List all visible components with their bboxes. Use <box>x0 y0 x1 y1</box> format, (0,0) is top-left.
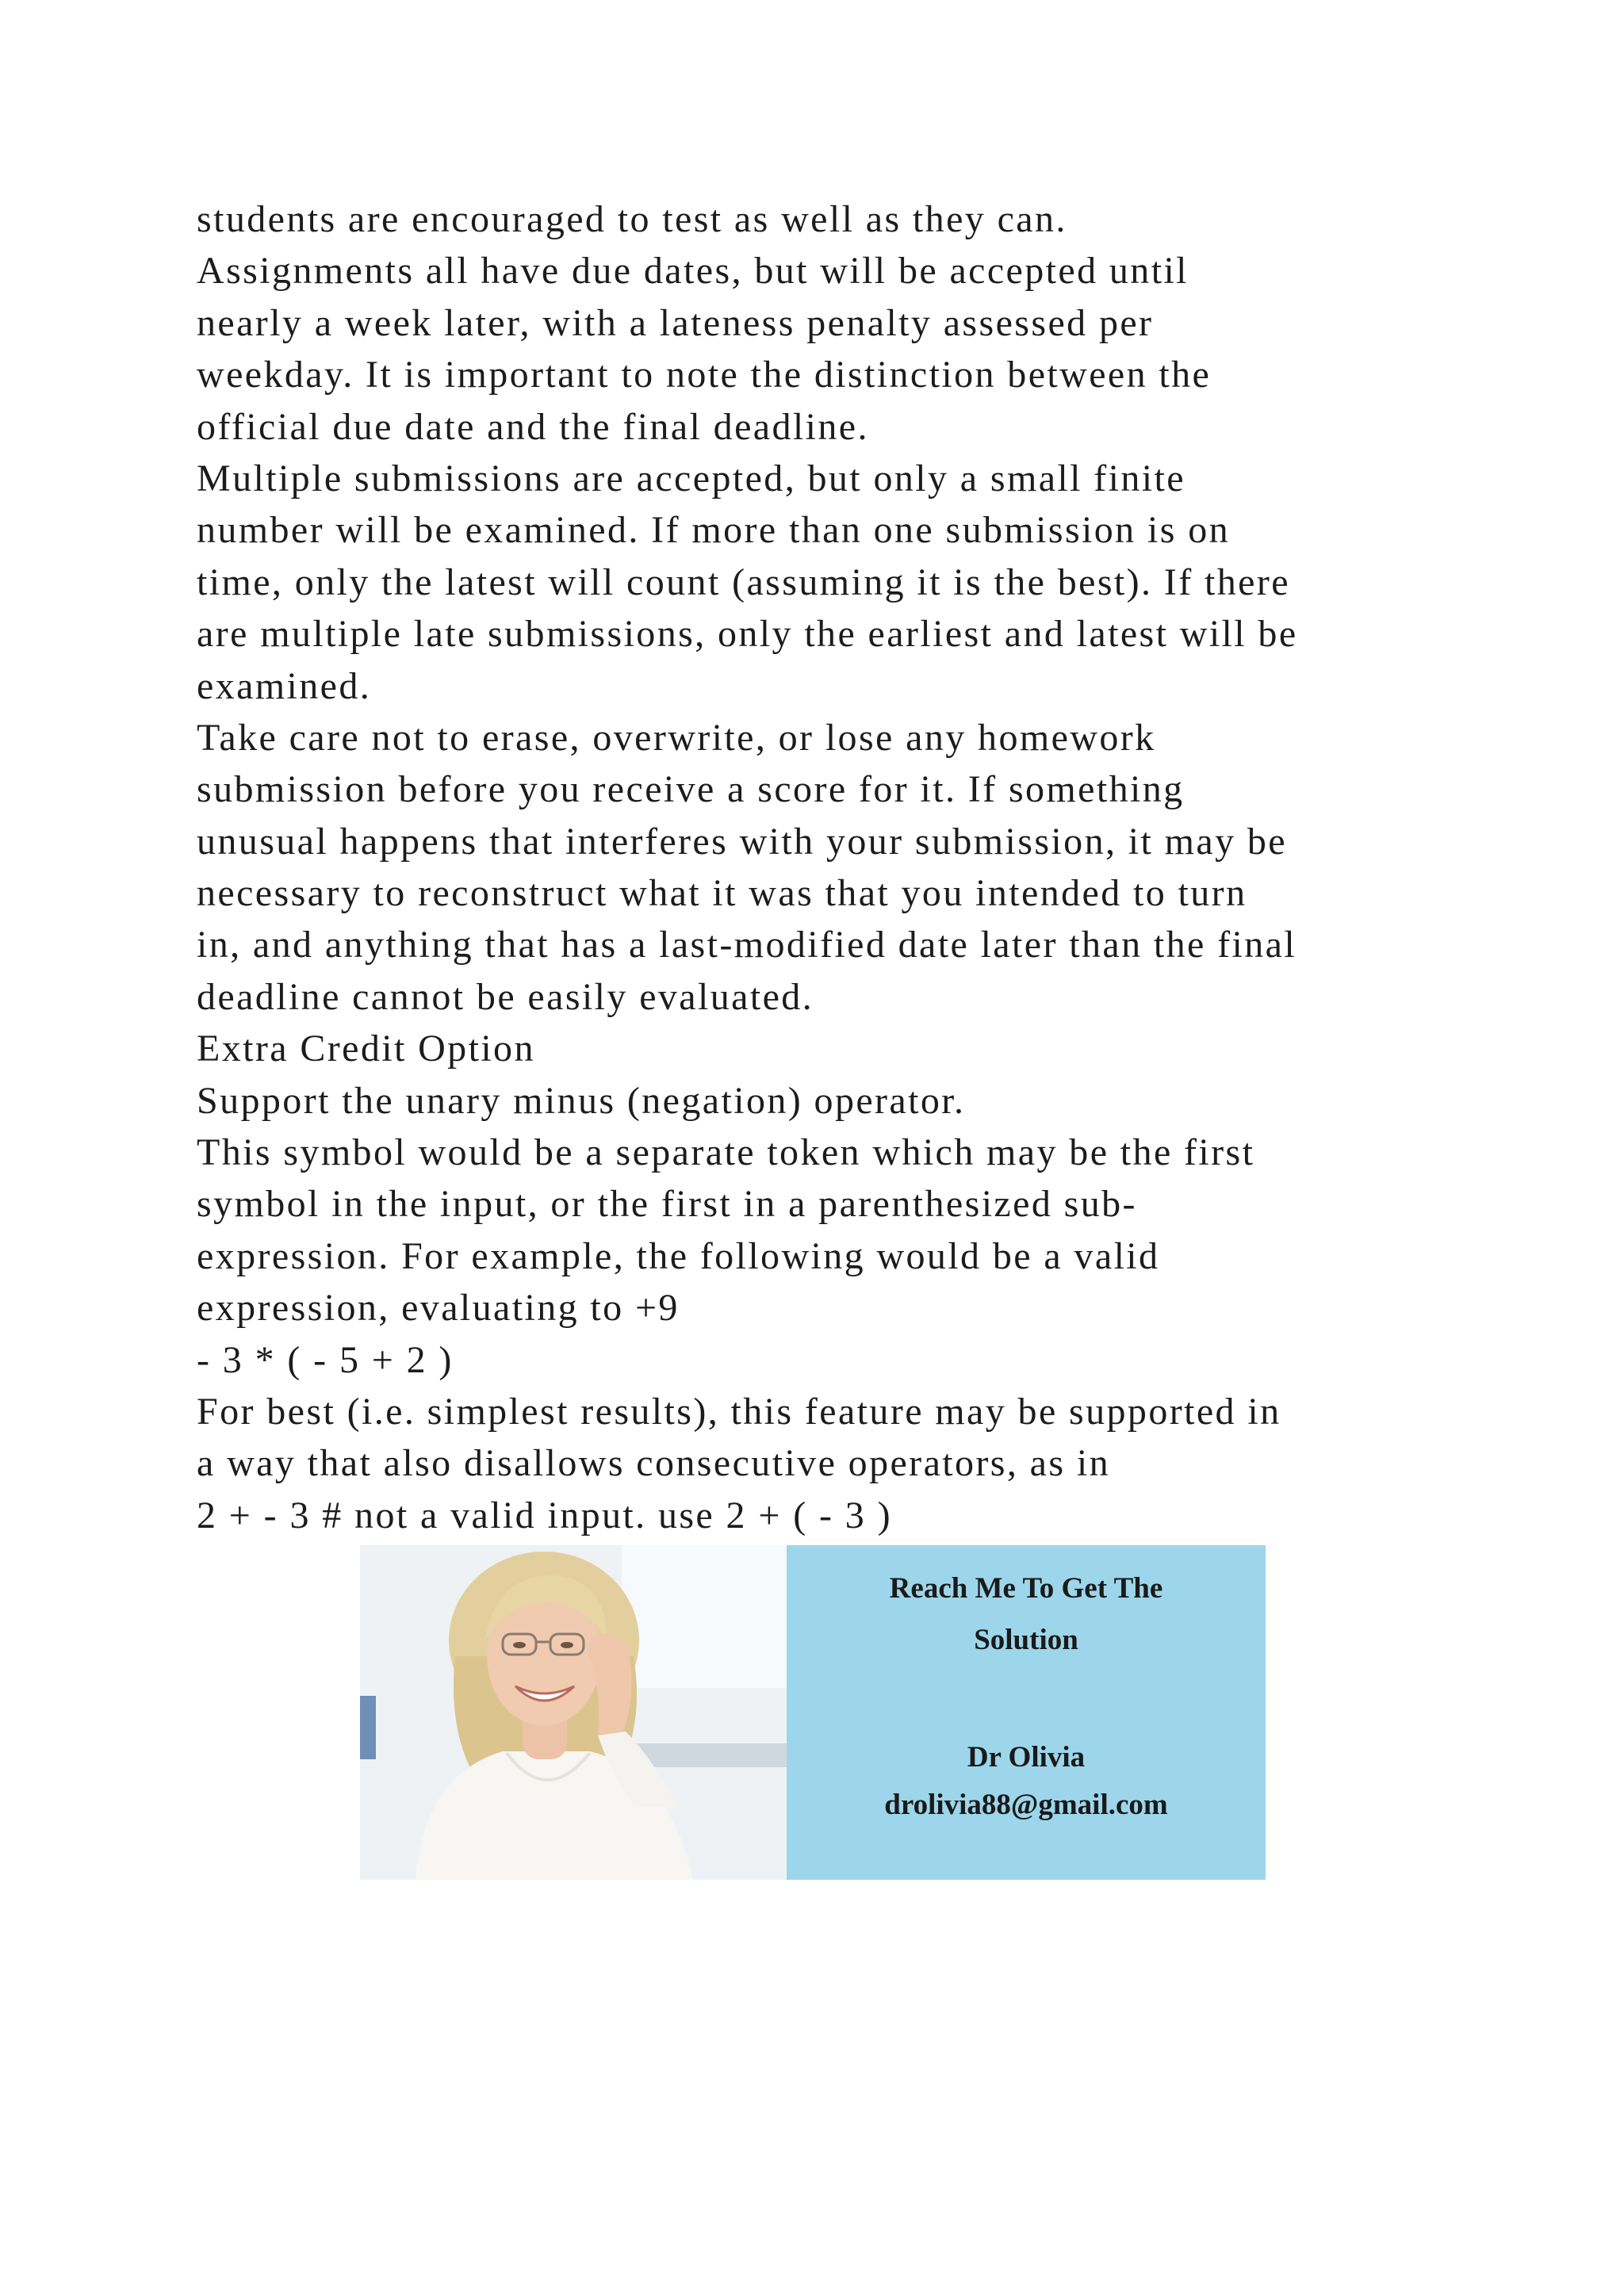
contact-ad-banner <box>360 1545 1266 1880</box>
document-body <box>197 193 1450 1541</box>
text-line: deadline cannot be easily evaluated. <box>197 975 814 1018</box>
text-line: Support the unary minus (negation) operator. <box>197 1079 966 1122</box>
text-line: students are encouraged to test as well as they can. <box>197 198 1067 240</box>
text-line: Assignments all have due dates, but will be accepted until <box>197 250 1189 293</box>
contact-panel <box>787 1545 1266 1880</box>
code-example: 2 + - 3 # not a valid input. use 2 + ( - 3 ) <box>197 1494 892 1536</box>
text-line: For best (i.e. simplest results), this feature may be supported in <box>197 1390 1281 1433</box>
text-line: unusual happens that interferes with your submission, it may be <box>197 820 1287 863</box>
text-line: expression, evaluating to +9 <box>197 1287 680 1330</box>
ad-headline-line2: Solution <box>974 1624 1078 1656</box>
text-line: number will be examined. If more than one submission is on <box>197 509 1230 552</box>
text-line: in, and anything that has a last-modified date later than the final <box>197 924 1297 966</box>
contact-email: drolivia88@gmail.com <box>884 1789 1168 1821</box>
text-line: symbol in the input, or the first in a parenthesized sub- <box>197 1183 1137 1226</box>
section-heading: Extra Credit Option <box>197 1027 535 1070</box>
text-line: Take care not to erase, overwrite, or lose any homework <box>197 716 1156 759</box>
text-line: are multiple late submissions, only the earliest and latest will be <box>197 613 1298 656</box>
text-line: expression. For example, the following would be a valid <box>197 1234 1160 1277</box>
ad-headline-line1: Reach Me To Get The <box>889 1572 1163 1605</box>
contact-name: Dr Olivia <box>967 1741 1086 1774</box>
text-line: submission before you receive a score for it. If something <box>197 768 1185 811</box>
text-line: This symbol would be a separate token which may be the first <box>197 1131 1255 1174</box>
text-line: a way that also disallows consecutive operators, as in <box>197 1442 1110 1485</box>
text-line: nearly a week later, with a lateness penalty assessed per <box>197 301 1154 344</box>
text-line: official due date and the final deadline. <box>197 405 869 448</box>
text-line: necessary to reconstruct what it was that you intended to turn <box>197 872 1247 915</box>
text-line: examined. <box>197 664 372 707</box>
text-line: Multiple submissions are accepted, but only a small finite <box>197 457 1185 499</box>
text-line: weekday. It is important to note the distinction between the <box>197 354 1212 396</box>
woman-photo <box>360 1545 787 1880</box>
text-line: time, only the latest will count (assuming it is the best). If there <box>197 561 1290 603</box>
code-example: - 3 * ( - 5 + 2 ) <box>197 1338 454 1381</box>
